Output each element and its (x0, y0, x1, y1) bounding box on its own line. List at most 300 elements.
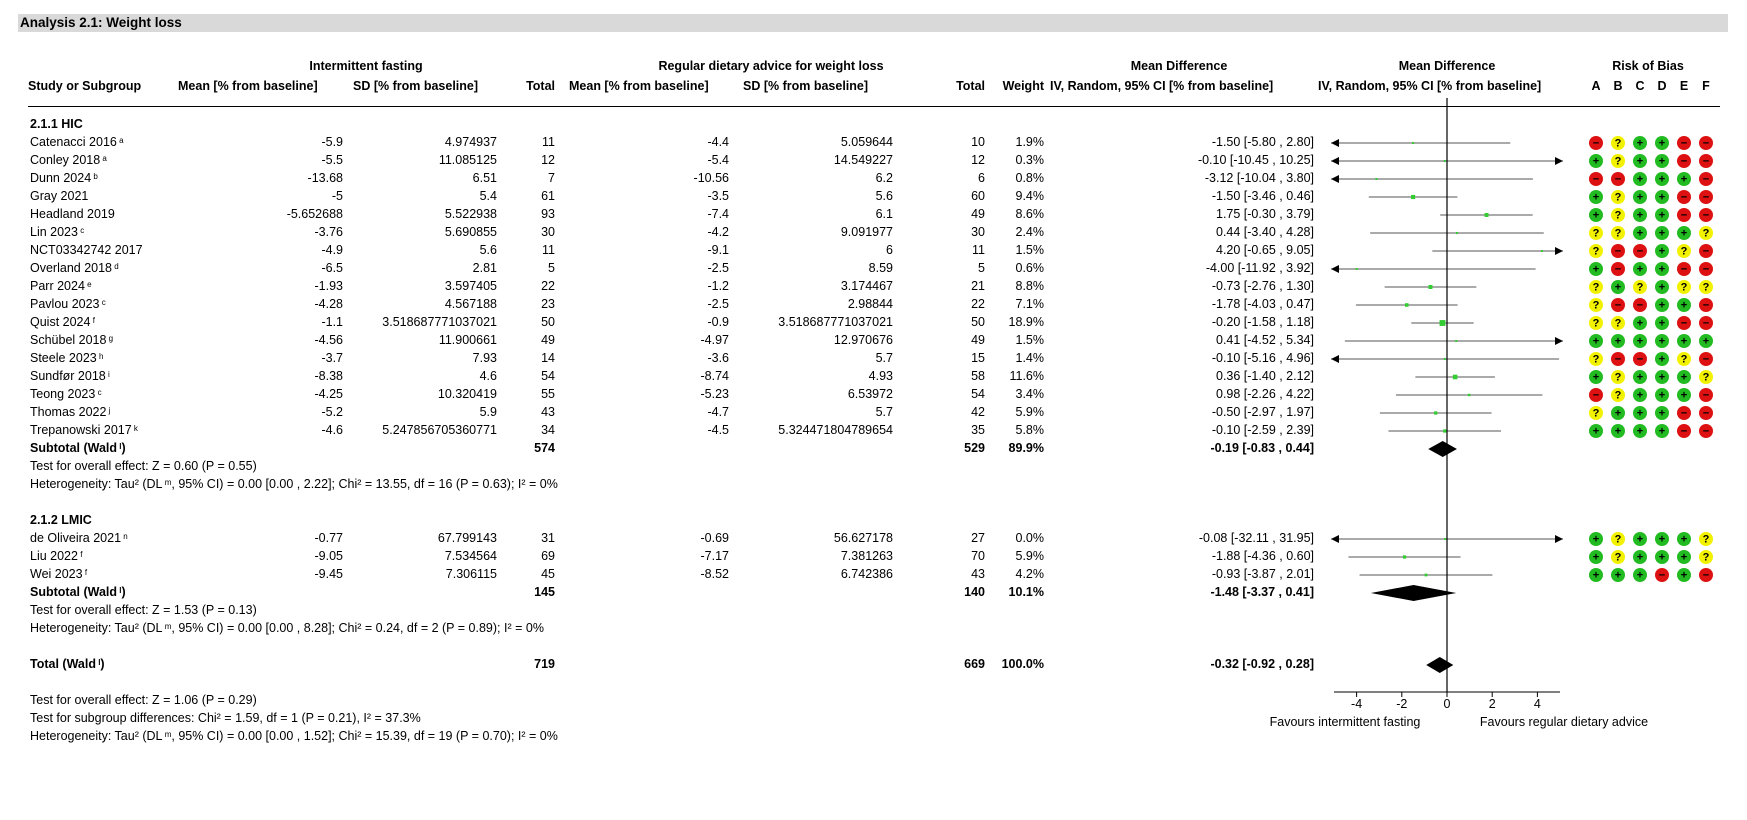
md-ci-cell: 0.44 [-3.40 , 4.28] (1216, 225, 1314, 239)
point-estimate (1375, 178, 1377, 180)
total1-cell: 14 (541, 351, 555, 365)
rob-symbol: ? (1614, 389, 1622, 402)
total2-cell: 22 (971, 297, 985, 311)
sd2-cell: 56.627178 (833, 531, 893, 545)
rob-symbol: + (1592, 551, 1600, 564)
subgroup-heading: 2.1.2 LMIC (30, 513, 92, 527)
sd1-cell: 5.247856705360771 (382, 423, 497, 437)
ci-arrow-right (1555, 337, 1563, 345)
point-estimate (1403, 555, 1406, 558)
summary-diamond (1371, 585, 1456, 601)
rob-symbol: ? (1680, 245, 1688, 258)
summary-diamond (1426, 657, 1453, 673)
sd1-cell: 4.567188 (444, 297, 497, 311)
weight-cell: 8.6% (1015, 207, 1044, 221)
mean2-cell: -2.5 (707, 261, 729, 275)
heterogeneity: Heterogeneity: Tau² (DL $^m$, 95% CI) = 0.00 [0.00 , 8.28]; Chi² = 0.24, df = 2 (P = 0.89); I² = 0% (30, 621, 544, 635)
md-ci-cell: -0.20 [-1.58 , 1.18] (1211, 315, 1314, 329)
mean1-cell: -5.2 (321, 405, 343, 419)
weight-cell: 1.4% (1015, 351, 1044, 365)
col-sd1: SD [% from baseline] (353, 79, 479, 93)
mean1-cell: -4.28 (314, 297, 343, 311)
md-ci-cell: -1.78 [-4.03 , 0.47] (1211, 297, 1314, 311)
rob-symbol: + (1614, 569, 1622, 582)
weight-cell: 3.4% (1015, 387, 1044, 401)
rob-symbol: + (1680, 569, 1688, 582)
footnote-marker: m (162, 478, 172, 487)
subtotal-total2: 140 (964, 585, 985, 599)
subtotal-total2: 529 (964, 441, 985, 455)
total1-cell: 45 (541, 567, 555, 581)
rob-symbol: − (1702, 137, 1710, 150)
rob-symbol: ? (1702, 281, 1710, 294)
sd1-cell: 4.6 (479, 369, 497, 383)
total2-cell: 27 (971, 531, 985, 545)
sd1-cell: 4.974937 (444, 135, 497, 149)
subtotal-total2: 669 (964, 657, 985, 671)
mean2-cell: -0.69 (700, 531, 729, 545)
rob-symbol: + (1614, 407, 1622, 420)
mean2-cell: -4.97 (700, 333, 729, 347)
sd1-cell: 7.93 (472, 351, 497, 365)
ci-arrow-right (1555, 535, 1563, 543)
point-estimate (1356, 268, 1358, 270)
point-estimate (1444, 538, 1446, 540)
total1-cell: 43 (541, 405, 555, 419)
sd1-cell: 6.51 (472, 171, 497, 185)
rob-symbol: + (1702, 335, 1710, 348)
sd1-cell: 67.799143 (437, 531, 497, 545)
rob-symbol: − (1702, 425, 1710, 438)
rob-symbol: + (1614, 335, 1622, 348)
weight-cell: 5.9% (1015, 549, 1044, 563)
rob-symbol: ? (1702, 551, 1710, 564)
weight-cell: 1.5% (1015, 333, 1044, 347)
rob-symbol: ? (1614, 137, 1622, 150)
weight-cell: 2.4% (1015, 225, 1044, 239)
mean1-cell: -4.6 (321, 423, 343, 437)
col-plot-method: IV, Random, 95% CI [% from baseline] (1318, 79, 1542, 93)
rob-symbol: ? (1614, 155, 1622, 168)
md-ci-cell: -3.12 [-10.04 , 3.80] (1204, 171, 1314, 185)
mean1-cell: -13.68 (307, 171, 343, 185)
footnote-marker: l (117, 586, 122, 595)
rob-symbol: − (1592, 137, 1600, 150)
footnote-marker: a (100, 154, 107, 163)
study-name: Sundfør 2018 $^i$ (30, 369, 110, 383)
weight-cell: 0.3% (1015, 153, 1044, 167)
rob-symbol: ? (1592, 407, 1600, 420)
rob-symbol: ? (1592, 245, 1600, 258)
sd2-cell: 6.2 (875, 171, 893, 185)
rob-col-f: F (1702, 79, 1710, 93)
sd1-cell: 11.085125 (438, 153, 497, 167)
col-sd2: SD [% from baseline] (743, 79, 869, 93)
point-estimate (1428, 285, 1432, 289)
rob-symbol: ? (1614, 209, 1622, 222)
rob-symbol: ? (1614, 317, 1622, 330)
md-ci-cell: 1.75 [-0.30 , 3.79] (1216, 207, 1314, 221)
subtotal-weight: 10.1% (1008, 585, 1044, 599)
rob-symbol: ? (1592, 299, 1600, 312)
rob-symbol: + (1658, 137, 1666, 150)
md-ci-cell: -0.73 [-2.76 , 1.30] (1211, 279, 1314, 293)
mean1-cell: -5.5 (321, 153, 343, 167)
rob-symbol: + (1658, 317, 1666, 330)
sd1-cell: 11.900661 (438, 333, 497, 347)
rob-symbol: − (1680, 191, 1688, 204)
total-overall-effect: Test for overall effect: Z = 1.06 (P = 0.29) (30, 693, 257, 707)
mean1-cell: -9.05 (314, 549, 343, 563)
rob-symbol: − (1702, 299, 1710, 312)
study-name: Catenacci 2016 $^a$ (30, 135, 124, 149)
weight-cell: 5.9% (1015, 405, 1044, 419)
mean2-cell: -4.2 (707, 225, 729, 239)
mean2-cell: -8.74 (700, 369, 729, 383)
rob-symbol: − (1680, 425, 1688, 438)
point-estimate (1453, 375, 1458, 380)
weight-cell: 7.1% (1015, 297, 1044, 311)
rob-col-a: A (1591, 79, 1601, 93)
rob-symbol: − (1702, 263, 1710, 276)
rob-symbol: + (1592, 569, 1600, 582)
x-tick-label: 2 (1488, 697, 1496, 711)
study-name: Teong 2023 $^c$ (30, 387, 102, 401)
weight-cell: 8.8% (1015, 279, 1044, 293)
rob-symbol: + (1680, 371, 1688, 384)
point-estimate (1411, 195, 1415, 199)
rob-symbol: ? (1614, 551, 1622, 564)
rob-symbol: + (1658, 263, 1666, 276)
rob-symbol: + (1636, 191, 1644, 204)
sd2-cell: 6.1 (875, 207, 893, 221)
rob-symbol: − (1680, 155, 1688, 168)
mean1-cell: -3.7 (321, 351, 343, 365)
rob-symbol: ? (1592, 353, 1600, 366)
rob-symbol: + (1636, 533, 1644, 546)
weight-cell: 1.9% (1015, 135, 1044, 149)
sd2-cell: 12.970676 (833, 333, 893, 347)
group1-header: Intermittent fasting (309, 59, 423, 73)
md-ci-cell: 0.41 [-4.52 , 5.34] (1216, 333, 1314, 347)
rob-symbol: + (1658, 155, 1666, 168)
rob-symbol: + (1592, 533, 1600, 546)
rob-symbol: + (1658, 371, 1666, 384)
total2-cell: 5 (978, 261, 985, 275)
rob-symbol: + (1658, 209, 1666, 222)
rob-symbol: − (1702, 155, 1710, 168)
mean2-cell: -5.23 (700, 387, 729, 401)
rob-symbol: + (1658, 533, 1666, 546)
mean1-cell: -8.38 (314, 369, 343, 383)
footnote-marker: m (162, 622, 172, 631)
total1-cell: 49 (541, 333, 555, 347)
ci-arrow-left (1331, 535, 1339, 543)
mean2-cell: -5.4 (707, 153, 729, 167)
total1-cell: 11 (542, 243, 555, 257)
weight-cell: 0.6% (1015, 261, 1044, 275)
rob-symbol: + (1658, 425, 1666, 438)
sd1-cell: 5.4 (479, 189, 497, 203)
point-estimate (1425, 574, 1428, 577)
study-name: Thomas 2022 $^j$ (30, 405, 111, 419)
sd2-cell: 5.6 (875, 189, 893, 203)
rob-symbol: − (1614, 173, 1622, 186)
md-header: Mean Difference (1130, 59, 1228, 73)
mean2-cell: -7.4 (707, 207, 729, 221)
rob-symbol: + (1636, 335, 1644, 348)
rob-symbol: − (1702, 317, 1710, 330)
rob-symbol: − (1636, 245, 1644, 258)
mean1-cell: -5 (331, 189, 343, 203)
footnote-marker: c (77, 226, 85, 235)
subtotal-total1: 719 (534, 657, 555, 671)
total2-cell: 49 (971, 333, 985, 347)
mean1-cell: -6.5 (321, 261, 343, 275)
x-tick-label: -4 (1351, 697, 1363, 711)
rob-symbol: + (1636, 569, 1644, 582)
rob-symbol: + (1658, 281, 1666, 294)
footnote-marker: h (96, 352, 104, 361)
point-estimate (1443, 429, 1446, 432)
sd1-cell: 5.9 (479, 405, 497, 419)
rob-symbol: + (1614, 425, 1622, 438)
rob-symbol: + (1680, 173, 1688, 186)
mean1-cell: -1.1 (321, 315, 343, 329)
rob-symbol: + (1592, 425, 1600, 438)
sd2-cell: 5.7 (875, 351, 893, 365)
mean2-cell: -7.17 (700, 549, 729, 563)
md-ci-cell: -0.08 [-32.11 , 31.95] (1198, 531, 1314, 545)
ci-arrow-right (1555, 247, 1563, 255)
sd2-cell: 5.059644 (840, 135, 893, 149)
rob-symbol: − (1680, 263, 1688, 276)
rob-symbol: + (1636, 209, 1644, 222)
rob-symbol: + (1636, 137, 1644, 150)
sd2-cell: 8.59 (868, 261, 893, 275)
subgroup-heading: 2.1.1 HIC (30, 117, 83, 131)
ci-arrow-left (1331, 175, 1339, 183)
total1-cell: 5 (548, 261, 555, 275)
subtotal-ci: -0.19 [-0.83 , 0.44] (1210, 441, 1314, 455)
rob-symbol: + (1680, 227, 1688, 240)
point-estimate (1468, 394, 1470, 396)
rob-col-d: D (1657, 79, 1667, 93)
study-name: Lin 2023 $^c$ (30, 225, 85, 239)
sd2-cell: 7.381263 (840, 549, 893, 563)
favours-right-label: Favours regular dietary advice (1479, 715, 1649, 729)
footnote-marker: e (84, 280, 92, 289)
subtotal-total1: 574 (534, 441, 555, 455)
point-estimate (1455, 340, 1457, 342)
study-name: Headland 2019 (30, 207, 115, 221)
rob-symbol: + (1680, 389, 1688, 402)
rob-symbol: + (1658, 173, 1666, 186)
rob-symbol: − (1702, 407, 1710, 420)
rob-symbol: + (1636, 173, 1644, 186)
subtotal-label: Total (Wald $^l$) (30, 657, 105, 671)
md-ci-cell: 0.98 [-2.26 , 4.22] (1216, 387, 1314, 401)
favours-left-label: Favours intermittent fasting (1269, 715, 1421, 729)
footnote-marker: n (121, 532, 128, 541)
rob-symbol: − (1614, 299, 1622, 312)
rob-symbol: + (1636, 551, 1644, 564)
sd2-cell: 6.742386 (840, 567, 893, 581)
total2-cell: 42 (971, 405, 985, 419)
weight-cell: 0.0% (1015, 531, 1044, 545)
study-name: de Oliveira 2021 $^n$ (30, 531, 128, 545)
rob-symbol: − (1636, 353, 1644, 366)
md-ci-cell: -1.50 [-3.46 , 0.46] (1211, 189, 1314, 203)
total1-cell: 30 (541, 225, 555, 239)
footnote-marker: f (90, 316, 95, 325)
rob-symbol: + (1658, 389, 1666, 402)
weight-cell: 4.2% (1015, 567, 1044, 581)
mean2-cell: -2.5 (707, 297, 729, 311)
total2-cell: 30 (971, 225, 985, 239)
mean2-cell: -4.4 (707, 135, 729, 149)
total2-cell: 10 (971, 135, 985, 149)
rob-symbol: − (1636, 299, 1644, 312)
subtotal-label: Subtotal (Wald $^l$) (30, 585, 126, 599)
total1-cell: 31 (541, 531, 555, 545)
rob-col-b: B (1613, 79, 1623, 93)
rob-symbol: + (1592, 335, 1600, 348)
rob-symbol: ? (1702, 533, 1710, 546)
rob-symbol: − (1702, 173, 1710, 186)
total2-cell: 11 (972, 243, 985, 257)
md-ci-cell: 0.36 [-1.40 , 2.12] (1216, 369, 1314, 383)
rob-symbol: + (1592, 371, 1600, 384)
weight-cell: 11.6% (1009, 369, 1044, 383)
sd1-cell: 5.690855 (444, 225, 497, 239)
footnote-marker: f (77, 550, 83, 559)
study-name: Trepanowski 2017 $^k$ (30, 423, 138, 437)
ci-arrow-right (1555, 157, 1563, 165)
rob-symbol: + (1658, 191, 1666, 204)
sd2-cell: 3.174467 (840, 279, 893, 293)
subtotal-ci: -0.32 [-0.92 , 0.28] (1210, 657, 1314, 671)
rob-symbol: ? (1702, 371, 1710, 384)
rob-symbol: + (1636, 389, 1644, 402)
sd2-cell: 4.93 (868, 369, 893, 383)
rob-symbol: ? (1614, 227, 1622, 240)
sd2-cell: 2.98844 (847, 297, 893, 311)
total2-cell: 21 (971, 279, 985, 293)
total1-cell: 23 (541, 297, 555, 311)
rob-symbol: + (1614, 281, 1622, 294)
point-estimate (1541, 250, 1543, 252)
total2-cell: 58 (971, 369, 985, 383)
total2-cell: 54 (971, 387, 985, 401)
col-study: Study or Subgroup (28, 79, 142, 93)
x-tick-label: 0 (1443, 697, 1451, 711)
rob-symbol: − (1658, 569, 1666, 582)
col-md-method: IV, Random, 95% CI [% from baseline] (1050, 79, 1274, 93)
mean2-cell: -9.1 (707, 243, 729, 257)
footnote-marker: d (112, 262, 119, 271)
subtotal-total1: 145 (534, 585, 555, 599)
total1-cell: 12 (541, 153, 555, 167)
rob-symbol: − (1702, 353, 1710, 366)
footnote-marker: c (95, 388, 102, 397)
total-heterogeneity: Heterogeneity: Tau² (DL $^m$, 95% CI) = 0.00 [0.00 , 1.52]; Chi² = 15.39, df = 19 (P = 0.70); I² = 0% (30, 729, 558, 743)
study-name: Steele 2023 $^h$ (30, 351, 104, 365)
total2-cell: 70 (971, 549, 985, 563)
point-estimate (1434, 411, 1437, 414)
ci-arrow-left (1331, 355, 1339, 363)
rob-symbol: ? (1614, 533, 1622, 546)
footnote-marker: l (95, 658, 101, 667)
ci-arrow-left (1331, 265, 1339, 273)
mean2-cell: -4.7 (707, 405, 729, 419)
md-ci-cell: -0.50 [-2.97 , 1.97] (1211, 405, 1314, 419)
rob-symbol: ? (1614, 371, 1622, 384)
rob-symbol: + (1658, 227, 1666, 240)
total1-cell: 22 (541, 279, 555, 293)
footnote-marker: f (82, 568, 88, 577)
rob-symbol: + (1592, 263, 1600, 276)
analysis-title: Analysis 2.1: Weight loss (20, 15, 182, 30)
study-name: NCT03342742 2017 (30, 243, 143, 257)
total1-cell: 11 (542, 135, 555, 149)
point-estimate (1412, 142, 1414, 144)
overall-effect-test: Test for overall effect: Z = 1.53 (P = 0.13) (30, 603, 257, 617)
mean1-cell: -5.9 (321, 135, 343, 149)
sd1-cell: 5.522938 (444, 207, 497, 221)
total2-cell: 50 (971, 315, 985, 329)
study-name: Schübel 2018 $^g$ (30, 333, 114, 347)
mean2-cell: -8.52 (700, 567, 729, 581)
rob-symbol: + (1658, 299, 1666, 312)
rob-symbol: + (1658, 353, 1666, 366)
rob-symbol: − (1702, 569, 1710, 582)
footnote-marker: c (99, 298, 106, 307)
total2-cell: 6 (978, 171, 985, 185)
point-estimate (1485, 213, 1489, 217)
rob-symbol: − (1680, 317, 1688, 330)
md-ci-cell: -0.10 [-5.16 , 4.96] (1211, 351, 1314, 365)
sd2-cell: 6.53972 (847, 387, 893, 401)
rob-symbol: ? (1680, 281, 1688, 294)
sd2-cell: 14.549227 (833, 153, 893, 167)
rob-symbol: − (1680, 137, 1688, 150)
rob-symbol: ? (1592, 227, 1600, 240)
mean2-cell: -4.5 (707, 423, 729, 437)
total1-cell: 61 (541, 189, 555, 203)
sd1-cell: 2.81 (472, 261, 497, 275)
x-tick-label: -2 (1396, 697, 1408, 711)
footnote-marker: i (105, 370, 110, 379)
mean2-cell: -3.6 (707, 351, 729, 365)
study-name: Gray 2021 (30, 189, 89, 203)
total1-cell: 55 (541, 387, 555, 401)
study-name: Quist 2024 $^f$ (30, 315, 95, 329)
summary-diamond (1428, 441, 1457, 457)
sd1-cell: 3.518687771037021 (382, 315, 497, 329)
sd1-cell: 7.534564 (444, 549, 497, 563)
rob-symbol: + (1658, 335, 1666, 348)
weight-cell: 5.8% (1015, 423, 1044, 437)
mean2-cell: -10.56 (693, 171, 729, 185)
md-ci-cell: -1.50 [-5.80 , 2.80] (1211, 135, 1314, 149)
rob-symbol: + (1636, 407, 1644, 420)
footnote-marker: g (106, 334, 114, 343)
total2-cell: 49 (971, 207, 985, 221)
mean1-cell: -9.45 (314, 567, 343, 581)
rob-symbol: + (1680, 299, 1688, 312)
total2-cell: 43 (971, 567, 985, 581)
